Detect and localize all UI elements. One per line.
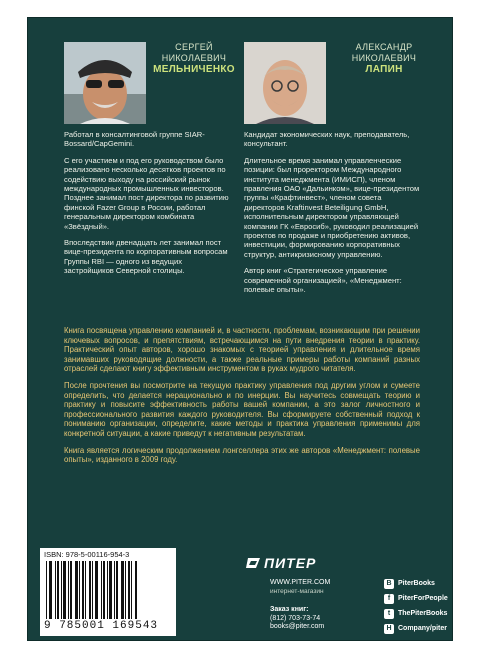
barcode-bar	[57, 561, 59, 619]
isbn-text: ISBN: 978-5-00116-954-3	[44, 550, 130, 559]
publisher-logo-icon	[246, 555, 262, 571]
social-item-vk	[384, 576, 448, 591]
author-last-name: ЛАПИН	[365, 64, 403, 75]
bio-paragraph: Работал в консалтинговой группе SIAR-Bossard/CapGemini.	[64, 130, 205, 149]
barcode-bar	[63, 561, 66, 619]
barcode-bar	[82, 561, 84, 619]
author-photo-lapin	[244, 42, 326, 124]
book-back-cover	[28, 18, 452, 640]
barcode-bar	[49, 561, 52, 619]
social-label: Company/piter	[398, 625, 448, 632]
bio-paragraph: Впоследствии двенадцать лет занимал пост вице-президента по корпоративным вопросам Группы RBI — одного из ведущих застройщиков Северной столицы.	[64, 238, 228, 276]
barcode-panel	[40, 548, 176, 636]
social-item-twitter	[384, 606, 448, 621]
author-name-lapin	[332, 42, 436, 75]
author-patronymic: НИКОЛАЕВИЧ	[161, 53, 227, 63]
author-photo-melnichenko	[64, 42, 146, 124]
barcode-bar	[125, 561, 126, 619]
barcode-bar	[46, 561, 47, 619]
social-links	[384, 576, 448, 636]
order-phone: (812) 703-73-74	[270, 614, 321, 622]
book-description	[64, 326, 420, 472]
author-name-melnichenko	[148, 42, 240, 75]
vk-icon: B	[384, 579, 394, 589]
author-last-name: МЕЛЬНИЧЕНКО	[153, 64, 235, 75]
barcode-bar	[68, 561, 69, 619]
description-paragraph: Книга является логическим продолжением лонгселлера этих же авторов «Менеджмент: полевые опыты», изданного в 2009 году.	[64, 445, 420, 465]
barcode-bar	[101, 561, 102, 619]
barcode-bar	[131, 561, 132, 619]
barcode-bar	[85, 561, 86, 619]
social-label: ThePiterBooks	[398, 610, 448, 617]
bio-paragraph: С его участием и под его руководством было реализовано несколько десятков проектов по содействию выходу на российский рынок международных промышленных инвесторов. Позднее занимал пост директора по развитию финской Fazer Group в России, работал генеральным директором комбината «Звёздный».	[64, 155, 229, 231]
barcode-bar	[107, 561, 108, 619]
description-paragraph: Книга посвящена управлению компанией и, в частности, проблемам, возникающим при решении ключевых вопросов, и препятствиям, встречающимся на пути внедрения теории в практику. Практический опыт авторов, хорошо знакомых с теорией управления и длительное время занимавших руководящие должности, а также реальные примеры работы компаний разных отраслей сделают книгу эффективным инструментом в руках мудрого читателя.	[64, 326, 420, 374]
publisher-logo-text: ПИТЕР	[264, 555, 317, 571]
barcode-bar	[109, 561, 112, 619]
order-email: books@piter.com	[270, 623, 325, 630]
barcode-bar	[75, 561, 78, 619]
barcode-bar	[103, 561, 105, 619]
barcode-bar	[89, 561, 91, 619]
barcode-bar	[114, 561, 115, 619]
barcode-bar	[70, 561, 72, 619]
habr-icon: H	[384, 624, 394, 634]
social-label: PiterBooks	[398, 580, 435, 587]
social-item-facebook	[384, 591, 448, 606]
publisher-logo	[246, 555, 346, 573]
barcode-bar	[79, 561, 80, 619]
barcode-digits: 9 785001 169543	[44, 620, 159, 632]
twitter-icon: t	[384, 609, 394, 619]
description-paragraph: После прочтения вы посмотрите на текущую практику управления под другим углом и сумеете определить, что делается нерационально и по инерции. Вы научитесь совмещать теорию и практику и повысите эффективность работы вашей компании, а это залог личностного и профессионального развития каждого руководителя. Вы сформируете собственный подход к пониманию организации, определите, какие методы и практика управления применимы для конкретной ситуации, а какие приведут к негативным результатам.	[64, 380, 420, 438]
author-bio-lapin	[244, 130, 420, 302]
bio-paragraph: Кандидат экономических наук, преподаватель, консультант.	[244, 130, 410, 149]
barcode	[44, 561, 172, 619]
social-item-habr	[384, 621, 448, 636]
facebook-icon: f	[384, 594, 394, 604]
barcode-bar	[116, 561, 118, 619]
barcode-bar	[135, 561, 137, 619]
order-info	[270, 606, 324, 632]
author-first-name: СЕРГЕЙ	[175, 42, 213, 52]
bio-paragraph: Длительное время занимал управленческие позиции: был проректором Международного института менеджмента (ИМИСП), членом правления ОАО «Дальинком», вице-президентом группы «Крафтинвест», членом совета директоров Kraftinvest Beteiligung GmbH, исполнительным директором управляющей компании ГК «Евросиб», руководил реализацией проектов по продаже и приобретению активов, инвестиции, формированию корпоративных структур, антикризисному управлению.	[244, 155, 420, 259]
barcode-bar	[121, 561, 124, 619]
barcode-bar	[128, 561, 130, 619]
site-url: WWW.PITER.COM	[270, 579, 331, 586]
barcode-bar	[55, 561, 56, 619]
site-caption: интернет-магазин	[270, 587, 324, 595]
author-first-name: АЛЕКСАНДР	[355, 42, 413, 52]
barcode-bar	[61, 561, 62, 619]
barcode-bar	[92, 561, 93, 619]
barcode-bar	[95, 561, 98, 619]
order-label: Заказ книг:	[270, 606, 309, 613]
bio-paragraph: Автор книг «Стратегическое управление современной организацией», «Менеджмент: полевые опыты».	[244, 266, 402, 295]
social-label: PiterForPeople	[398, 595, 448, 602]
author-patronymic: НИКОЛАЕВИЧ	[351, 53, 417, 63]
author-bio-melnichenko	[64, 130, 232, 283]
publisher-site	[270, 579, 330, 596]
